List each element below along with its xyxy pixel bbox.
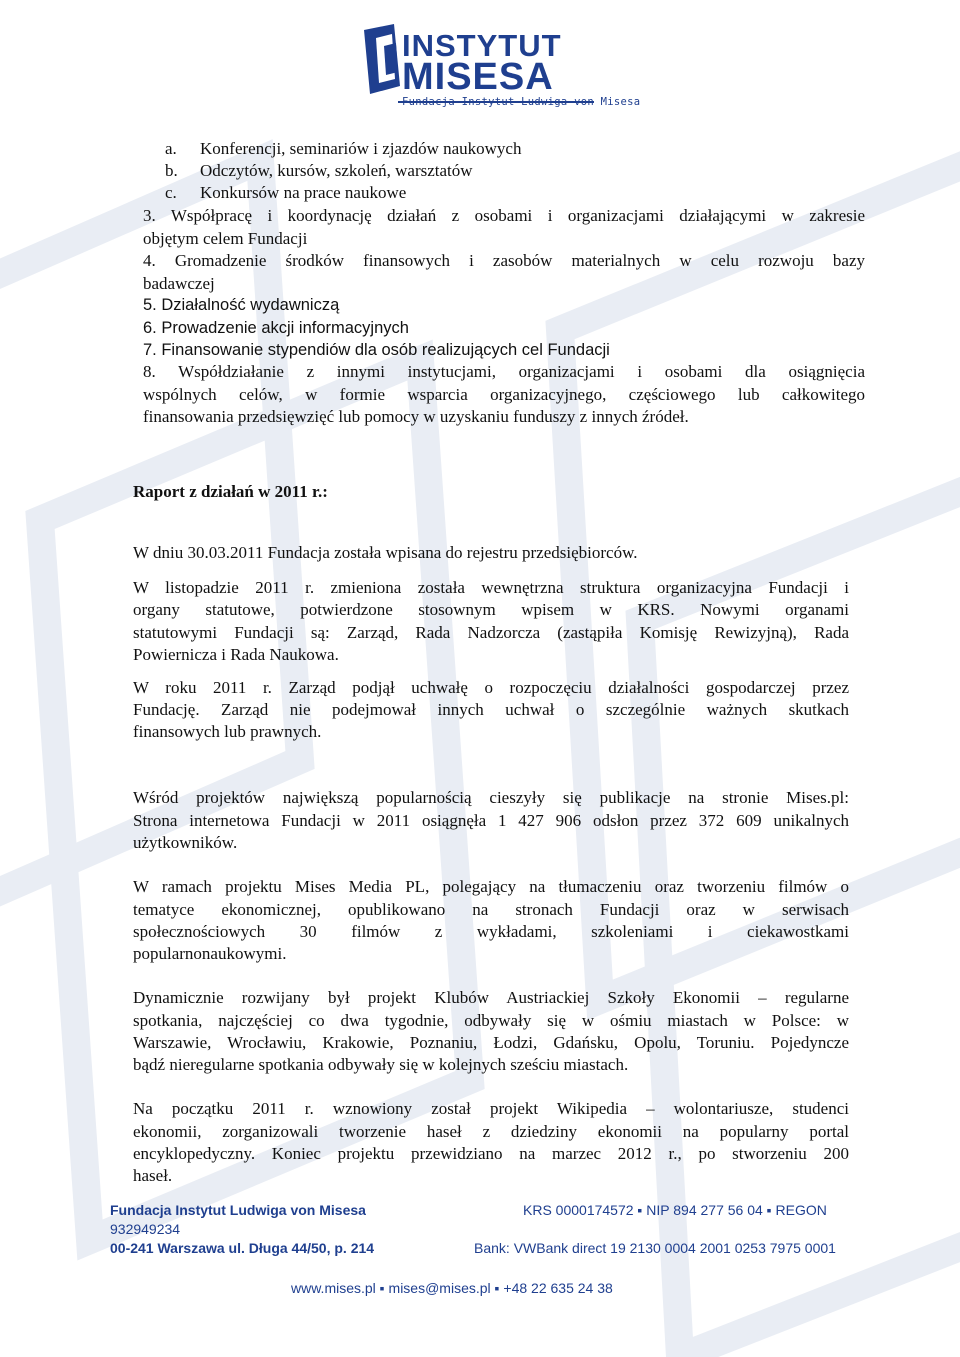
para-november-line-2: organy statutowe, potwierdzone stosownym wpisem w KRS. Nowymi organami bbox=[133, 600, 849, 619]
item-4-line-1: 4. Gromadzenie środków finansowych i zasobów materialnych w celu rozwoju bazy bbox=[143, 251, 865, 270]
list-marker-b: b. bbox=[165, 161, 178, 180]
para-wiki-line-1: Na początku 2011 r. wznowiony został projekt Wikipedia – wolontariusze, studenci bbox=[133, 1099, 849, 1118]
para-year-line-1: W roku 2011 r. Zarząd podjął uchwałę o rozpoczęciu działalności gospodarczej przez bbox=[133, 678, 849, 697]
para-wiki-line-4: haseł. bbox=[133, 1166, 173, 1185]
footer-bank-account: Bank: VWBank direct 19 2130 0004 2001 0253 7975 0001 bbox=[474, 1240, 836, 1256]
item-3-line-2: objętym celem Fundacji bbox=[143, 229, 308, 248]
para-year-line-3: finansowych lub prawnych. bbox=[133, 722, 322, 741]
para-media-line-3: społecznościowych 30 filmów z wykładami, szkoleniami i ciekawostkami bbox=[133, 922, 849, 941]
list-marker-c: c. bbox=[165, 183, 177, 202]
item-7: 7. Finansowanie stypendiów dla osób realizujących cel Fundacji bbox=[143, 341, 610, 359]
list-marker-a: a. bbox=[165, 139, 177, 158]
item-4-line-2: badawczej bbox=[143, 274, 215, 293]
para-media-line-1: W ramach projektu Mises Media PL, polegający na tłumaczeniu oraz tworzeniu filmów o bbox=[133, 877, 849, 896]
para-registration: W dniu 30.03.2011 Fundacja została wpisana do rejestru przedsiębiorców. bbox=[133, 543, 638, 562]
para-year-line-2: Fundację. Zarząd nie podejmował innych uchwał o szczególnie ważnych skutkach bbox=[133, 700, 849, 719]
list-item-c: Konkursów na prace naukowe bbox=[200, 183, 407, 202]
para-november-line-3: statutowymi Fundacji są: Zarząd, Rada Nadzorcza (zastąpiła Komisję Rewizyjną), Rada bbox=[133, 623, 849, 642]
footer-address: 00-241 Warszawa ul. Długa 44/50, p. 214 bbox=[110, 1240, 375, 1256]
list-item-a: Konferencji, seminariów i zjazdów naukowych bbox=[200, 139, 522, 158]
para-media-line-4: popularnonaukowymi. bbox=[133, 944, 287, 963]
para-clubs-line-2: spotkania, najczęściej co dwa tygodnie, odbywały się w ośmiu miastach w Polsce: w bbox=[133, 1011, 849, 1030]
para-clubs-line-1: Dynamicznie rozwijany był projekt Klubów Austriackiej Szkoły Ekonomii – regularne bbox=[133, 988, 849, 1007]
item-3-line-1: 3. Współpracę i koordynację działań z osobami i organizacjami działającymi w zakresie bbox=[143, 206, 865, 225]
logo-line-instytut: INSTYTUT bbox=[402, 28, 562, 63]
para-projects-line-3: użytkowników. bbox=[133, 833, 238, 852]
logo-tagline: Fundacja Instytut Ludwiga von Misesa bbox=[402, 96, 641, 108]
para-projects-line-1: Wśród projektów największą popularnością cieszyły się publikacje na stronie Mises.pl: bbox=[133, 788, 849, 807]
item-5: 5. Działalność wydawniczą bbox=[143, 296, 340, 314]
para-projects-line-2: Strona internetowa Fundacji w 2011 osiągnęła 1 427 906 odsłon przez 372 609 unikalnych bbox=[133, 811, 849, 830]
footer-regon-number: 932949234 bbox=[110, 1221, 181, 1237]
para-wiki-line-3: encyklopedyczny. Koniec projektu przewidziano na marzec 2012 r., po stworzeniu 200 bbox=[133, 1144, 849, 1163]
para-clubs-line-3: Warszawie, Wrocławiu, Krakowie, Poznaniu, Łodzi, Gdańsku, Opolu, Toruniu. Pojedyncze bbox=[133, 1033, 849, 1052]
item-8-line-1: 8. Współdziałanie z innymi instytucjami, organizacjami i osobami dla osiągnięcia bbox=[143, 362, 865, 381]
footer-org-name: Fundacja Instytut Ludwiga von Misesa bbox=[110, 1202, 366, 1218]
item-8-line-2: wspólnych celów, w formie wsparcia organizacyjnego, częściowego lub całkowitego bbox=[143, 385, 865, 404]
footer-krs-nip-regon: KRS 0000174572 ▪ NIP 894 277 56 04 ▪ REGON bbox=[523, 1202, 827, 1218]
report-heading: Raport z działań w 2011 r.: bbox=[133, 482, 328, 501]
para-media-line-2: tematyce ekonomicznej, opublikowano na stronach Fundacji oraz w serwisach bbox=[133, 900, 849, 919]
para-wiki-line-2: ekonomii, zorganizowali tworzenie haseł z dziedziny ekonomii na popularny portal bbox=[133, 1122, 849, 1141]
para-november-line-4: Powiernicza i Rada Naukowa. bbox=[133, 645, 339, 664]
item-8-line-3: finansowania przedsięwzięć lub pomocy w uzyskaniu funduszy z innych źródeł. bbox=[143, 407, 689, 426]
para-clubs-line-4: bądź nieregularne spotkania odbywały się w kolejnych sześciu miastach. bbox=[133, 1055, 629, 1074]
item-6: 6. Prowadzenie akcji informacyjnych bbox=[143, 319, 409, 337]
para-november-line-1: W listopadzie 2011 r. zmieniona została wewnętrzna struktura organizacyjna Fundacji i bbox=[133, 578, 849, 597]
footer-contact[interactable]: www.mises.pl ▪ mises@mises.pl ▪ +48 22 635 24 38 bbox=[291, 1280, 613, 1296]
logo-line-misesa: MISESA bbox=[402, 56, 554, 98]
list-item-b: Odczytów, kursów, szkoleń, warsztatów bbox=[200, 161, 473, 180]
